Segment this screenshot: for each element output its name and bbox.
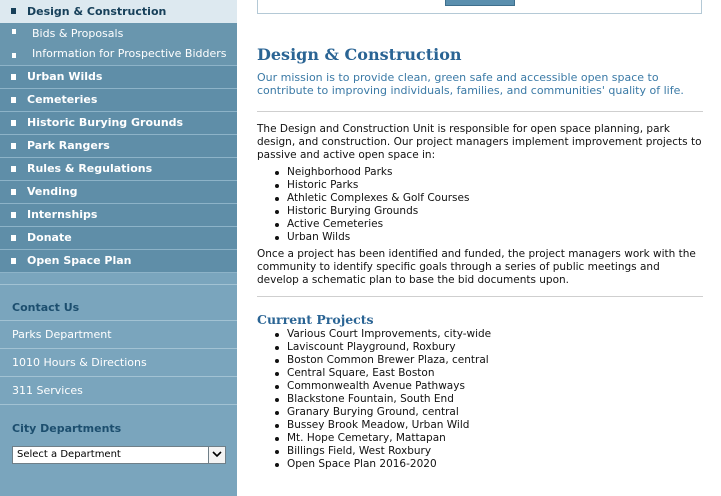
divider xyxy=(257,111,703,112)
link-311-services[interactable]: 311 Services xyxy=(12,384,83,397)
square-bullet-icon xyxy=(11,97,16,103)
list-item: Urban Wilds xyxy=(257,231,469,244)
round-bullet-icon xyxy=(275,372,279,376)
department-select-value: Select a Department xyxy=(17,449,121,460)
main-content xyxy=(257,0,703,496)
list-item: Historic Burying Grounds xyxy=(257,205,469,218)
square-bullet-icon xyxy=(11,166,16,172)
top-panel xyxy=(257,0,702,14)
divider xyxy=(0,284,237,285)
round-bullet-icon xyxy=(275,437,279,441)
nav-item-label: Cemeteries xyxy=(27,93,98,106)
round-bullet-icon xyxy=(275,333,279,337)
round-bullet-icon xyxy=(275,210,279,214)
projects-heading: Current Projects xyxy=(257,312,374,327)
round-bullet-icon xyxy=(275,463,279,467)
list-item: Laviscount Playground, Roxbury xyxy=(257,341,491,354)
nav-item-label: Internships xyxy=(27,208,98,221)
round-bullet-icon xyxy=(275,171,279,175)
sidebar-nav xyxy=(0,0,237,273)
divider xyxy=(0,320,237,321)
nav-item-donate[interactable] xyxy=(0,227,237,250)
list-item: Active Cemeteries xyxy=(257,218,469,231)
list-item: Mt. Hope Cemetary, Mattapan xyxy=(257,432,491,445)
nav-item-design-construction[interactable] xyxy=(0,0,237,23)
space-types-list xyxy=(257,166,469,244)
round-bullet-icon xyxy=(275,411,279,415)
chevron-down-icon[interactable] xyxy=(208,447,225,463)
nav-item-label: Design & Construction xyxy=(27,5,167,18)
sub-nav-item-prospective-bidders[interactable] xyxy=(0,44,237,63)
square-bullet-icon xyxy=(12,29,16,34)
contact-heading: Contact Us xyxy=(12,301,80,314)
round-bullet-icon xyxy=(275,450,279,454)
closing-paragraph: Once a project has been identified and funded, the project managers work with the community to identify specific goals through a series of public meetings and develop a schematic plan to base the bid documents upon. xyxy=(257,248,696,286)
nav-item-historic-burying-grounds[interactable] xyxy=(0,112,237,135)
divider xyxy=(0,376,237,377)
square-bullet-icon xyxy=(11,212,16,218)
list-item: Commonwealth Avenue Pathways xyxy=(257,380,491,393)
list-item: Open Space Plan 2016-2020 xyxy=(257,458,491,471)
list-item: Bussey Brook Meadow, Urban Wild xyxy=(257,419,491,432)
nav-item-park-rangers[interactable] xyxy=(0,135,237,158)
nav-item-open-space-plan[interactable] xyxy=(0,250,237,273)
nav-item-label: Rules & Regulations xyxy=(27,162,153,175)
square-bullet-icon xyxy=(11,189,16,195)
list-item: Historic Parks xyxy=(257,179,469,192)
nav-item-label: Open Space Plan xyxy=(27,254,132,267)
round-bullet-icon xyxy=(275,197,279,201)
nav-item-vending[interactable] xyxy=(0,181,237,204)
list-item: Neighborhood Parks xyxy=(257,166,469,179)
intro-paragraph: The Design and Construction Unit is responsible for open space planning, park design, and construction. Our project managers implement improvement projects to passive and active open space in: xyxy=(257,123,702,161)
list-item: Athletic Complexes & Golf Courses xyxy=(257,192,469,205)
sub-nav-item-label: Bids & Proposals xyxy=(32,27,124,40)
departments-heading: City Departments xyxy=(12,422,122,435)
mission-statement: Our mission is to provide clean, green safe and accessible open space to contribute to improving individuals, families, and communities' quality of life. xyxy=(257,71,684,97)
projects-list xyxy=(257,328,491,471)
divider xyxy=(0,348,237,349)
link-parks-department[interactable]: Parks Department xyxy=(12,328,112,341)
sidebar xyxy=(0,0,237,496)
nav-item-label: Urban Wilds xyxy=(27,70,103,83)
square-bullet-icon xyxy=(11,143,16,149)
list-item: Central Square, East Boston xyxy=(257,367,491,380)
square-bullet-icon xyxy=(11,120,16,126)
list-item: Various Court Improvements, city-wide xyxy=(257,328,491,341)
link-hours-directions[interactable]: 1010 Hours & Directions xyxy=(12,356,147,369)
sub-nav-item-label: Information for Prospective Bidders xyxy=(32,47,227,60)
list-item: Granary Burying Ground, central xyxy=(257,406,491,419)
nav-item-rules-regulations[interactable] xyxy=(0,158,237,181)
square-bullet-icon xyxy=(11,235,16,241)
top-panel-button[interactable] xyxy=(445,0,515,6)
nav-item-urban-wilds[interactable] xyxy=(0,66,237,89)
round-bullet-icon xyxy=(275,359,279,363)
round-bullet-icon xyxy=(275,398,279,402)
round-bullet-icon xyxy=(275,346,279,350)
nav-item-label: Park Rangers xyxy=(27,139,110,152)
list-item: Billings Field, West Roxbury xyxy=(257,445,491,458)
department-select[interactable] xyxy=(12,446,226,464)
round-bullet-icon xyxy=(275,236,279,240)
list-item: Boston Common Brewer Plaza, central xyxy=(257,354,491,367)
square-bullet-icon xyxy=(11,258,16,264)
nav-item-label: Historic Burying Grounds xyxy=(27,116,184,129)
nav-item-cemeteries[interactable] xyxy=(0,89,237,112)
round-bullet-icon xyxy=(275,223,279,227)
round-bullet-icon xyxy=(275,385,279,389)
nav-item-label: Donate xyxy=(27,231,72,244)
nav-item-internships[interactable] xyxy=(0,204,237,227)
divider xyxy=(0,404,237,405)
page-title: Design & Construction xyxy=(257,45,462,64)
square-bullet-icon xyxy=(12,53,16,58)
square-bullet-icon xyxy=(11,74,16,80)
round-bullet-icon xyxy=(275,184,279,188)
nav-item-label: Vending xyxy=(27,185,78,198)
divider xyxy=(257,296,703,297)
sub-nav-item-bids-proposals[interactable] xyxy=(0,23,237,44)
round-bullet-icon xyxy=(275,424,279,428)
square-bullet-icon xyxy=(11,8,16,14)
list-item: Blackstone Fountain, South End xyxy=(257,393,491,406)
sub-nav xyxy=(0,23,237,66)
